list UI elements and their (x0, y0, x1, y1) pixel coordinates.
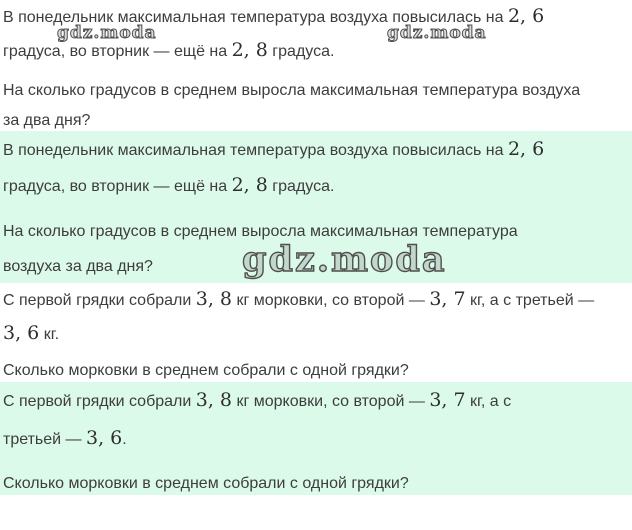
statement-text: В понедельник максимальная температура воздуха повысилась на (3, 142, 508, 159)
question-text: На сколько градусов в среднем выросла максимальная температура воздуха (3, 82, 581, 99)
math-value: 3, 7 (429, 288, 466, 310)
section-carrots-plain (0, 283, 632, 382)
math-value: 3, 6 (85, 427, 123, 449)
statement-text: кг, а с (465, 393, 512, 410)
problem-question (3, 354, 624, 382)
statement-text: . (122, 431, 127, 448)
math-value: 2, 8 (231, 174, 268, 196)
question-text: воздуха за два дня? (3, 258, 153, 275)
question-text: На сколько градусов в среднем выросла максимальная температура (3, 223, 518, 240)
section-carrots-highlighted (0, 382, 632, 495)
statement-text: С первой грядки собрали (3, 292, 196, 309)
math-value: 3, 8 (195, 389, 233, 411)
question-text: Сколько морковки в среднем собрали с одной грядки? (3, 475, 409, 492)
section-temperature-highlighted (0, 131, 632, 283)
statement-text: градуса. (267, 43, 335, 60)
section-temperature-plain (0, 0, 632, 131)
statement-text: градуса. (267, 178, 335, 195)
statement-text: третьей — (3, 431, 86, 448)
statement-text: кг, а с третьей — (465, 292, 595, 309)
problem-question (3, 76, 624, 131)
problem-statement (3, 382, 624, 458)
math-value: 3, 8 (195, 288, 233, 310)
problem-question (3, 214, 624, 283)
watermark-gdz-moda: gdz.moda (57, 23, 157, 43)
statement-text: кг морковки, со второй — (232, 292, 430, 309)
question-text: Сколько морковки в среднем собрали с одной грядки? (3, 362, 409, 379)
bottom-whitespace (0, 495, 632, 530)
math-value: 2, 6 (507, 138, 545, 160)
statement-text: градуса, во вторник — ещё на (3, 43, 232, 60)
watermark-gdz-moda-large: gdz.moda (242, 239, 447, 280)
math-value: 3, 7 (429, 389, 466, 411)
statement-text: кг морковки, со второй — (232, 393, 430, 410)
statement-text: градуса, во вторник — ещё на (3, 178, 232, 195)
problem-statement (3, 0, 624, 68)
problem-statement (3, 132, 624, 204)
math-value: 2, 6 (507, 5, 545, 27)
math-value: 3, 6 (3, 322, 40, 344)
problem-question (3, 466, 624, 495)
question-text: за два дня? (3, 112, 91, 129)
math-value: 2, 8 (231, 39, 268, 61)
statement-text: кг. (39, 326, 60, 343)
problem-statement (3, 283, 624, 351)
statement-text: С первой грядки собрали (3, 393, 196, 410)
watermark-gdz-moda: gdz.moda (387, 23, 487, 43)
statement-text: В понедельник максимальная температура воздуха повысилась на (3, 9, 508, 26)
